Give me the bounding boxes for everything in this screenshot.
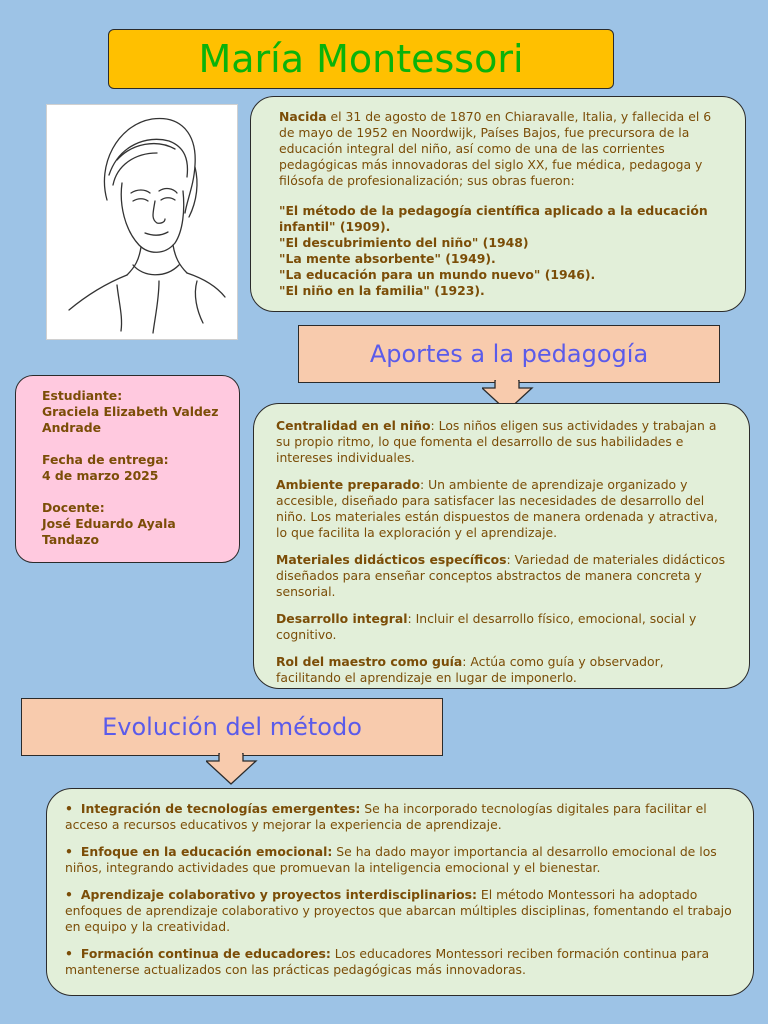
work-title: "El descubrimiento del niño" — [279, 235, 479, 250]
biography-body: el 31 de agosto de 1870 en Chiaravalle, Italia, y fallecida el 6 de mayo de 1952 en Noordwijk, Países Bajos, fue precursora de la educación integral del niño, así como de una de las corrientes pedagógicas más innovadoras del siglo XX, fue médica, pedagoga y filósofa de profesionalización; sus obras fueron: — [279, 109, 712, 188]
page-title — [108, 29, 614, 89]
portrait-sketch — [47, 105, 237, 339]
evolucion-heading — [21, 698, 443, 756]
aporte-desc: : Variedad de materiales didácticos diseñados para enseñar conceptos abstractos de manera concreta y sensorial. — [276, 552, 726, 599]
evolucion-term: Formación continua de educadores: — [80, 946, 331, 961]
work-title: "La educación para un mundo nuevo" — [279, 267, 541, 282]
work-year: (1948) — [478, 235, 529, 250]
evolucion-heading-text: Evolución del método — [102, 713, 362, 741]
aporte-term: Ambiente preparado — [276, 477, 420, 492]
work-title: "La mente absorbente" — [279, 251, 441, 266]
work-item — [279, 235, 719, 251]
aporte-desc: : Un ambiente de aprendizaje organizado y accesible, diseñado para satisfacer las necesidades de desarrollo del niño. Los materiales están dispuestos de manera ordenada y atractiva, lo que facilita la exploración y el aprendizaje. — [276, 477, 718, 540]
evolucion-arrow-icon — [206, 753, 258, 785]
work-item — [279, 251, 719, 267]
aporte-desc: : Incluir el desarrollo físico, emocional, social y cognitivo. — [276, 611, 697, 642]
aporte-term: Centralidad en el niño — [276, 418, 431, 433]
biography-label: Nacida — [279, 109, 327, 124]
aporte-term: Desarrollo integral — [276, 611, 408, 626]
evolucion-item — [65, 801, 735, 833]
works-list — [279, 203, 719, 299]
aporte-item — [276, 611, 727, 643]
teacher-name: José Eduardo Ayala Tandazo — [42, 516, 176, 547]
bullet-icon: • — [65, 801, 73, 816]
aporte-item — [276, 552, 727, 600]
work-year: (1923). — [429, 283, 485, 298]
aporte-item — [276, 654, 727, 686]
aportes-heading — [298, 325, 720, 383]
evolucion-desc: Se ha dado mayor importancia al desarrollo emocional de los niños, integrando actividades que promuevan la inteligencia emocional y el bienestar. — [65, 844, 717, 875]
work-year: (1949). — [440, 251, 496, 266]
evolucion-item — [65, 844, 735, 876]
work-item — [279, 267, 719, 283]
work-title: "El método de la pedagogía científica aplicado a la educación infantil" — [279, 203, 708, 234]
student-block — [42, 388, 229, 436]
evolucion-item — [65, 946, 735, 978]
student-label: Estudiante: — [42, 388, 123, 403]
biography-box — [250, 96, 746, 312]
student-info-box — [15, 375, 240, 563]
evolucion-term: Enfoque en la educación emocional: — [80, 844, 333, 859]
student-name: Graciela Elizabeth Valdez Andrade — [42, 404, 219, 435]
evolucion-box — [46, 788, 754, 996]
aporte-desc: : Los niños eligen sus actividades y trabajan a su propio ritmo, lo que fomenta el desarrollo de sus habilidades e intereses individuales. — [276, 418, 717, 465]
teacher-block — [42, 500, 229, 548]
work-year: (1946). — [540, 267, 596, 282]
bullet-icon: • — [65, 844, 73, 859]
work-item — [279, 203, 719, 235]
evolucion-term: Integración de tecnologías emergentes: — [80, 801, 361, 816]
evolucion-term: Aprendizaje colaborativo y proyectos interdisciplinarios: — [80, 887, 477, 902]
aportes-box — [253, 403, 750, 689]
aporte-term: Rol del maestro como guía — [276, 654, 463, 669]
aportes-heading-text: Aportes a la pedagogía — [369, 340, 649, 368]
bullet-icon: • — [65, 946, 73, 961]
work-year: (1909). — [335, 219, 391, 234]
bullet-icon: • — [65, 887, 73, 902]
aporte-item — [276, 477, 727, 541]
date-label: Fecha de entrega: — [42, 452, 169, 467]
aporte-item — [276, 418, 727, 466]
evolucion-desc: Se ha incorporado tecnologías digitales para facilitar el acceso a recursos educativos y mejorar la experiencia de aprendizaje. — [65, 801, 707, 832]
teacher-label: Docente: — [42, 500, 105, 515]
portrait-image — [46, 104, 238, 340]
aporte-desc: : Actúa como guía y observador, facilitando el aprendizaje en lugar de imponerlo. — [276, 654, 664, 685]
aporte-term: Materiales didácticos específicos — [276, 552, 507, 567]
page-title-text: María Montessori — [198, 37, 524, 81]
date-block — [42, 452, 229, 484]
biography-text — [279, 109, 719, 189]
work-title: "El niño en la familia" — [279, 283, 430, 298]
evolucion-desc: El método Montessori ha adoptado enfoques de aprendizaje colaborativo y proyectos que abarcan múltiples disciplinas, fomentando el trabajo en equipo y la creatividad. — [65, 887, 732, 934]
delivery-date: 4 de marzo 2025 — [42, 468, 159, 483]
evolucion-desc: Los educadores Montessori reciben formación continua para mantenerse actualizados con las prácticas pedagógicas más innovadoras. — [65, 946, 710, 977]
work-item — [279, 283, 719, 299]
evolucion-item — [65, 887, 735, 935]
